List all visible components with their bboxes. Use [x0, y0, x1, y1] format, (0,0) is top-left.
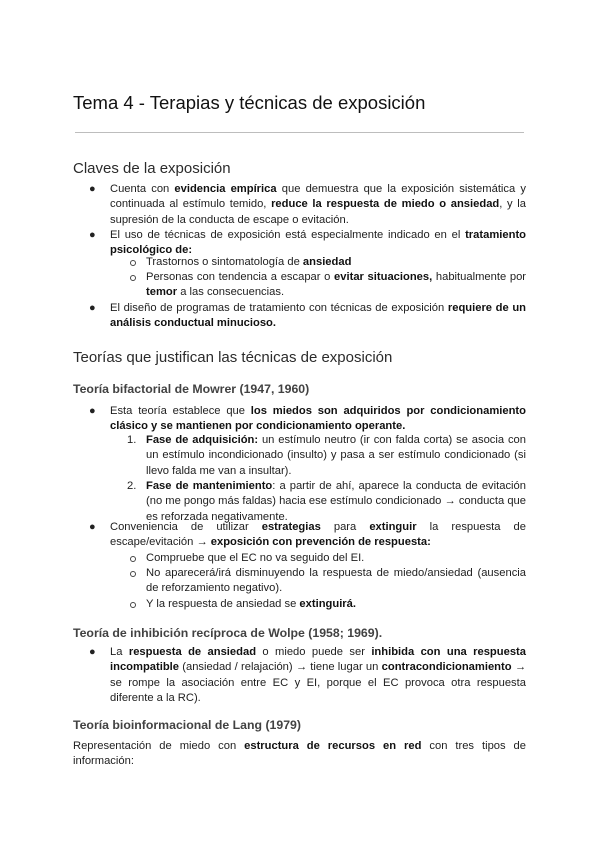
title-divider	[75, 132, 524, 133]
circle-bullet-icon	[130, 602, 136, 608]
list-item: El uso de técnicas de exposición está especialmente indicado en el tratamiento psicológico de:	[110, 229, 526, 257]
list-item: Conveniencia de utilizar estrategias para extinguir la respuesta de escape/evitación → exposición con prevención de respuesta:	[110, 521, 526, 549]
bullet-icon: ●	[89, 405, 96, 417]
paragraph: Representación de miedo con estructura de recursos en red con tres tipos de información:	[73, 740, 527, 768]
section-heading-teorias: Teorías que justifican las técnicas de exposición	[73, 349, 393, 366]
bullet-icon: ●	[89, 521, 96, 533]
list-item: La respuesta de ansiedad o miedo puede ser inhibida con una respuesta incompatible (ansiedad / relajación) → tiene lugar un contracondicionamiento → se rompe la asociación entre EC y EI, porque el EC provoca otra respuesta diferente a la RC).	[110, 646, 527, 704]
list-item: Fase de adquisición: un estímulo neutro (ir con falda corta) se asocia con un estímulo incondicionado (insulto) y pasa a ser estímulo condicionado (si llevo falda me van a insultar).	[146, 434, 526, 477]
circle-bullet-icon	[130, 556, 136, 562]
list-item: No aparecerá/irá disminuyendo la respuesta de miedo/ansiedad (ausencia de reforzamiento negativo).	[146, 567, 526, 595]
list-number: 1.	[127, 434, 137, 446]
circle-bullet-icon	[130, 260, 136, 266]
list-item: Y la respuesta de ansiedad se extinguirá.	[146, 598, 356, 610]
list-item: El diseño de programas de tratamiento con técnicas de exposición requiere de un análisis conductual minucioso.	[110, 302, 526, 330]
list-item: Compruebe que el EC no va seguido del EI.	[146, 552, 365, 564]
subheading-mowrer: Teoría bifactorial de Mowrer (1947, 1960)	[73, 382, 310, 396]
bullet-icon: ●	[89, 183, 96, 195]
list-item: Cuenta con evidencia empírica que demuestra que la exposición sistemática y continuada al estímulo temido, reduce la respuesta de miedo o ansiedad, y la supresión de la conducta de escape o evitación.	[110, 183, 526, 226]
section-heading-claves: Claves de la exposición	[73, 160, 231, 177]
page-title: Tema 4 - Terapias y técnicas de exposición	[73, 92, 426, 113]
list-number: 2.	[127, 480, 137, 492]
list-item: Fase de mantenimiento: a partir de ahí, aparece la conducta de evitación (no me pongo más faldas) hacia ese estímulo condicionado → conducta que es reforzada negativamente.	[146, 480, 526, 523]
subheading-wolpe: Teoría de inhibición recíproca de Wolpe (1958; 1969).	[73, 626, 383, 640]
bullet-icon: ●	[89, 229, 96, 241]
bullet-icon: ●	[89, 302, 96, 314]
bullet-icon: ●	[89, 646, 96, 658]
subheading-lang: Teoría bioinformacional de Lang (1979)	[73, 718, 301, 732]
list-item: Personas con tendencia a escapar o evitar situaciones, habitualmente por temor a las consecuencias.	[146, 271, 527, 299]
circle-bullet-icon	[130, 275, 136, 281]
circle-bullet-icon	[130, 571, 136, 577]
list-item: Esta teoría establece que los miedos son adquiridos por condicionamiento clásico y se mantienen por condicionamiento operante.	[110, 405, 526, 433]
list-item: Trastornos o sintomatología de ansiedad	[146, 256, 352, 268]
